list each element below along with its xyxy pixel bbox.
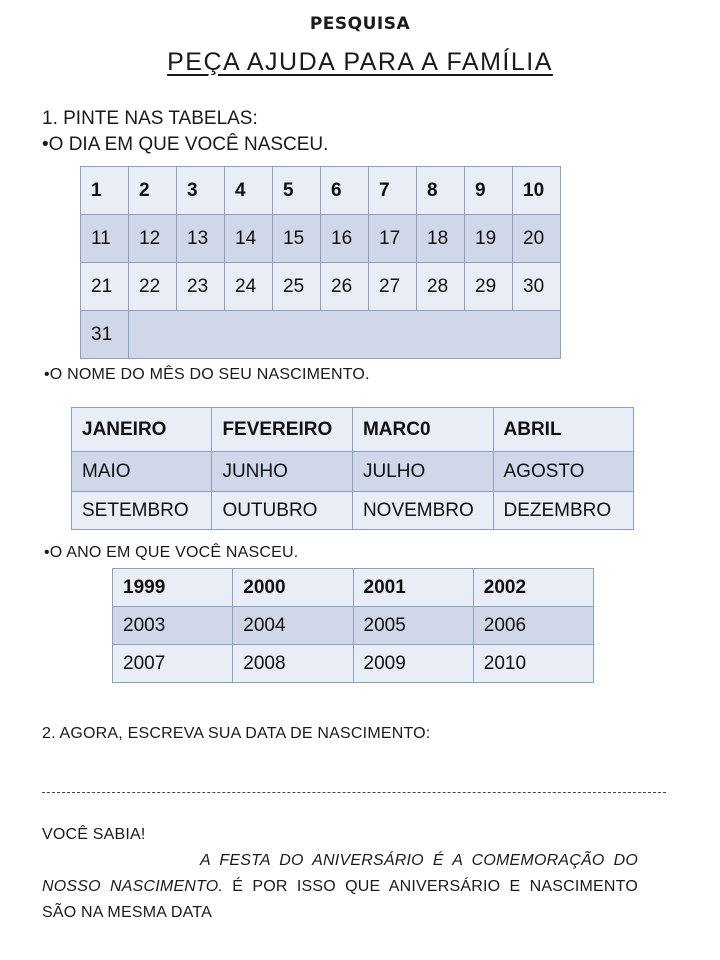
days-cell[interactable]: 11	[81, 215, 129, 263]
days-cell[interactable]: 7	[369, 167, 417, 215]
day-prompt: •O DIA EM QUE VOCÊ NASCEU.	[42, 134, 329, 155]
days-cell[interactable]: 29	[465, 263, 513, 311]
days-cell[interactable]: 22	[129, 263, 177, 311]
months-cell[interactable]: SETEMBRO	[72, 492, 212, 530]
page-kicker: PESQUISA	[309, 14, 411, 34]
empty-cell	[129, 311, 561, 359]
months-cell[interactable]: ABRIL	[493, 408, 634, 452]
days-cell[interactable]: 26	[321, 263, 369, 311]
years-cell[interactable]: 2007	[113, 645, 233, 683]
days-cell[interactable]: 19	[465, 215, 513, 263]
footer-paragraph	[42, 848, 638, 926]
years-row	[113, 607, 594, 645]
days-row	[81, 215, 561, 263]
answer-line[interactable]	[42, 792, 666, 793]
years-table	[112, 568, 594, 683]
days-cell[interactable]: 28	[417, 263, 465, 311]
months-cell[interactable]: JULHO	[352, 452, 493, 492]
days-cell[interactable]: 27	[369, 263, 417, 311]
days-cell[interactable]: 12	[129, 215, 177, 263]
days-cell[interactable]: 6	[321, 167, 369, 215]
months-cell[interactable]: JANEIRO	[72, 408, 212, 452]
page-title: PEÇA AJUDA PARA A FAMÍLIA	[167, 48, 553, 76]
months-cell[interactable]: AGOSTO	[493, 452, 634, 492]
days-cell[interactable]: 5	[273, 167, 321, 215]
years-cell[interactable]: 1999	[113, 569, 233, 607]
days-cell[interactable]: 2	[129, 167, 177, 215]
months-cell[interactable]: OUTUBRO	[212, 492, 353, 530]
days-table	[80, 166, 561, 359]
years-cell[interactable]: 2000	[233, 569, 353, 607]
months-table	[71, 407, 634, 530]
years-cell[interactable]: 2004	[233, 607, 353, 645]
days-cell[interactable]: 1	[81, 167, 129, 215]
days-cell[interactable]: 8	[417, 167, 465, 215]
days-cell[interactable]: 15	[273, 215, 321, 263]
months-cell[interactable]: FEVEREIRO	[212, 408, 353, 452]
years-cell[interactable]: 2008	[233, 645, 353, 683]
months-row	[72, 408, 634, 452]
month-prompt: •O NOME DO MÊS DO SEU NASCIMENTO.	[44, 366, 370, 383]
months-row	[72, 492, 634, 530]
years-cell[interactable]: 2009	[353, 645, 473, 683]
days-cell[interactable]: 31	[81, 311, 129, 359]
years-cell[interactable]: 2003	[113, 607, 233, 645]
footer-heading: VOCÊ SABIA!	[42, 826, 146, 843]
question-2-label: 2. AGORA, ESCREVA SUA DATA DE NASCIMENTO:	[42, 725, 431, 742]
years-cell[interactable]: 2010	[473, 645, 593, 683]
months-cell[interactable]: MAIO	[72, 452, 212, 492]
question-1	[42, 106, 328, 158]
year-prompt: •O ANO EM QUE VOCÊ NASCEU.	[44, 544, 299, 561]
months-row	[72, 452, 634, 492]
days-cell[interactable]: 9	[465, 167, 513, 215]
months-cell[interactable]: DEZEMBRO	[493, 492, 634, 530]
years-cell[interactable]: 2005	[353, 607, 473, 645]
days-cell[interactable]: 30	[513, 263, 561, 311]
days-cell[interactable]: 17	[369, 215, 417, 263]
years-cell[interactable]: 2006	[473, 607, 593, 645]
years-row	[113, 569, 594, 607]
months-cell[interactable]: NOVEMBRO	[352, 492, 493, 530]
days-cell[interactable]: 25	[273, 263, 321, 311]
days-cell[interactable]: 23	[177, 263, 225, 311]
days-cell[interactable]: 4	[225, 167, 273, 215]
footer-italic-text: A FESTA DO ANIVERSÁRIO É A COMEMORAÇÃO DO NOSSO NASCIMENTO.	[42, 852, 638, 895]
months-cell[interactable]: JUNHO	[212, 452, 353, 492]
days-cell[interactable]: 21	[81, 263, 129, 311]
days-cell[interactable]: 16	[321, 215, 369, 263]
months-cell[interactable]: MARC0	[352, 408, 493, 452]
days-cell[interactable]: 20	[513, 215, 561, 263]
years-cell[interactable]: 2001	[353, 569, 473, 607]
years-cell[interactable]: 2002	[473, 569, 593, 607]
question-1-label: 1. PINTE NAS TABELAS:	[42, 108, 258, 129]
days-cell[interactable]: 24	[225, 263, 273, 311]
footer-normal-text: É POR ISSO QUE ANIVERSÁRIO E NASCIMENTO SÃO NA MESMA DATA	[42, 878, 638, 921]
years-row	[113, 645, 594, 683]
days-row	[81, 167, 561, 215]
days-cell[interactable]: 10	[513, 167, 561, 215]
days-cell[interactable]: 18	[417, 215, 465, 263]
days-row	[81, 311, 561, 359]
days-cell[interactable]: 14	[225, 215, 273, 263]
days-cell[interactable]: 3	[177, 167, 225, 215]
days-row	[81, 263, 561, 311]
days-cell[interactable]: 13	[177, 215, 225, 263]
